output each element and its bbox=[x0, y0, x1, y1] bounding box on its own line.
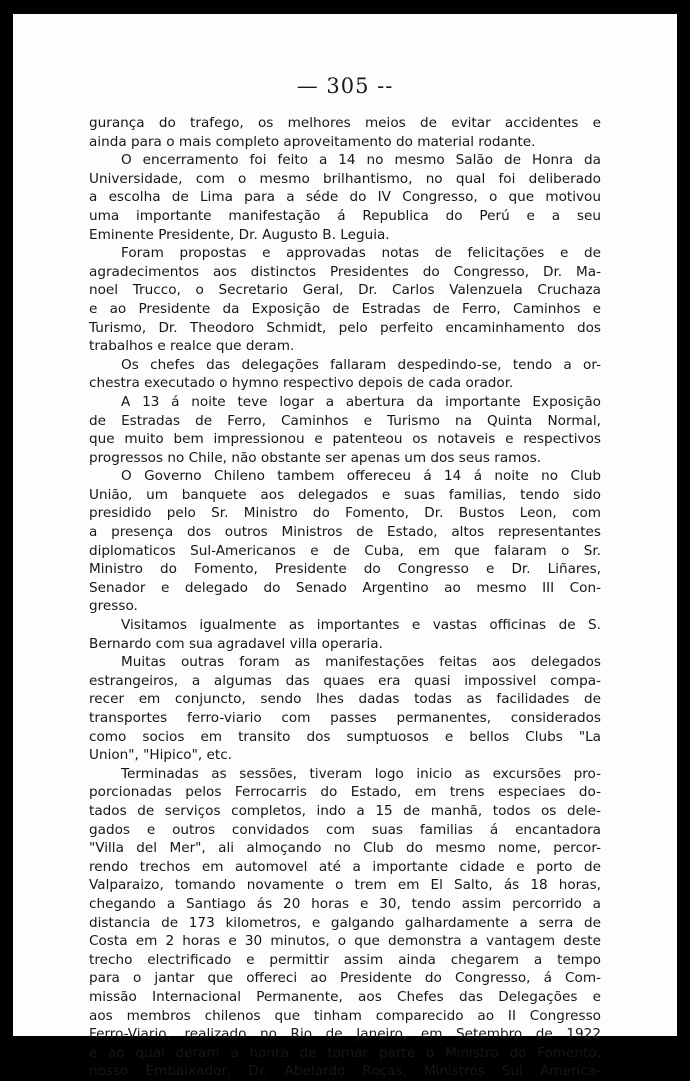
text-line: Union", "Hipico", etc. bbox=[89, 747, 232, 764]
text-line: "Villa del Mer", ali almoçando no Club do mesmo nome, percor- bbox=[89, 840, 601, 857]
text-line: Costa em 2 horas e 30 minutos, o que demonstra a vantagem deste bbox=[89, 933, 601, 950]
text-line: gurança do trafego, os melhores meios de evitar accidentes e bbox=[89, 115, 601, 131]
text-line: progressos no Chile, não obstante ser apenas um dos seus ramos. bbox=[89, 449, 542, 466]
text-line: Visitamos igualmente as importantes e vastas officinas de S. bbox=[121, 617, 601, 634]
text-line: O Governo Chileno tambem offereceu á 14 á noite no Club bbox=[121, 468, 601, 485]
text-line: chestra executado o hymno respectivo depois de cada orador. bbox=[89, 375, 514, 392]
text-line: porcionadas pelos Ferrocarris do Estado, em trens especiaes do- bbox=[89, 784, 601, 801]
text-line: transportes ferro-viario com passes permanentes, considerados bbox=[89, 710, 601, 726]
text-line: como socios em transito dos sumptuosos e bellos Clubs "La bbox=[89, 728, 601, 745]
scanned-page bbox=[13, 14, 677, 1080]
text-line: chegando a Santiago ás 20 horas e 30, tendo assim percorrido a bbox=[89, 895, 601, 912]
text-line: Terminadas as sessões, tiveram logo inicio as excursões pro- bbox=[121, 765, 601, 782]
text-line: que muito bem impressionou e patenteou os notaveis e respectivos bbox=[89, 431, 601, 448]
page-number: — 305 -- bbox=[296, 74, 394, 98]
text-line: missão Internacional Permanente, aos Chefes das Delegações e bbox=[89, 988, 601, 1005]
text-line: e ao Presidente da Exposição de Estradas de Ferro, Caminhos e bbox=[89, 300, 601, 317]
text-line: Eminente Presidente, Dr. Augusto B. Leguia. bbox=[89, 226, 390, 243]
text-line: diplomaticos Sul-Americanos e de Cuba, em que falaram o Sr. bbox=[89, 542, 601, 559]
body-text bbox=[89, 114, 601, 1081]
text-line: presidido pelo Sr. Ministro do Fomento, Dr. Bustos Leon, com bbox=[89, 505, 601, 522]
text-line: A 13 á noite teve logar a abertura da importante Exposição bbox=[121, 393, 601, 410]
text-line: trabalhos e realce que deram. bbox=[89, 338, 295, 355]
text-line: de Estradas de Ferro, Caminhos e Turismo na Quinta Normal, bbox=[89, 412, 601, 429]
text-line: Os chefes das delegações fallaram despedindo-se, tendo a or- bbox=[121, 356, 601, 373]
text-line: e ao qual deram a honra de tomar parte o Ministro do Fomento, bbox=[89, 1044, 601, 1061]
text-line: a presença dos outros Ministros de Estado, altos representantes bbox=[89, 524, 601, 541]
text-line: União, um banquete aos delegados e suas familias, tendo sido bbox=[89, 486, 601, 503]
text-line: para o jantar que offereci ao Presidente do Congresso, á Com- bbox=[89, 970, 601, 987]
text-line: a escolha de Lima para a séde do IV Congresso, o que motivou bbox=[89, 189, 601, 206]
text-line: agradecimentos aos distinctos Presidentes do Congresso, Dr. Ma- bbox=[89, 263, 601, 280]
text-line: ainda para o mais completo aproveitamento do material rodante. bbox=[89, 133, 536, 150]
text-line: Valparaizo, tomando novamente o trem em El Salto, ás 18 horas, bbox=[89, 877, 601, 894]
text-line: Bernardo com sua agradavel villa operaria. bbox=[89, 635, 383, 652]
text-line: Turismo, Dr. Theodoro Schmidt, pelo perfeito encaminhamento dos bbox=[89, 319, 601, 336]
text-line: distancia de 173 kilometros, e galgando galhardamente a serra de bbox=[89, 914, 601, 931]
text-line: Muitas outras foram as manifestações feitas aos delegados bbox=[121, 654, 601, 671]
text-line: nosso Embaixador, Dr. Abelardo Roças, Ministros Sul America- bbox=[89, 1063, 601, 1080]
text-line: Senador e delegado do Senado Argentino ao mesmo III Con- bbox=[89, 579, 601, 596]
text-line: tados de serviços completos, indo a 15 de manhã, todos os dele- bbox=[89, 802, 601, 819]
text-line: gados e outros convidados com suas familias á encantadora bbox=[89, 821, 601, 838]
text-line: noel Trucco, o Secretario Geral, Dr. Carlos Valenzuela Cruchaza bbox=[89, 282, 601, 299]
text-line: O encerramento foi feito a 14 no mesmo Salão de Honra da bbox=[121, 152, 601, 169]
text-line: gresso. bbox=[89, 598, 138, 615]
text-line: Ferro-Viario, realizado no Rio de Janeiro, em Setembro de 1922 bbox=[89, 1026, 601, 1043]
text-line: aos membros chilenos que tinham comparecido ao II Congresso bbox=[89, 1007, 601, 1024]
text-line: uma importante manifestação á Republica do Perú e a seu bbox=[89, 207, 601, 224]
text-line: recer em conjuncto, sendo lhes dadas todas as facilidades de bbox=[89, 691, 601, 708]
text-line: trecho electrificado e permittir assim ainda chegarem a tempo bbox=[89, 951, 601, 968]
text-line: rendo trechos em automovel até a importante cidade e porto de bbox=[89, 858, 601, 875]
text-line: Ministro do Fomento, Presidente do Congresso e Dr. Liñares, bbox=[89, 561, 601, 578]
text-line: estrangeiros, a algumas das quaes era quasi impossivel compa- bbox=[89, 672, 601, 689]
text-line: Foram propostas e approvadas notas de felicitações e de bbox=[121, 245, 601, 262]
text-line: Universidade, com o mesmo brilhantismo, no qual foi deliberado bbox=[89, 170, 601, 187]
